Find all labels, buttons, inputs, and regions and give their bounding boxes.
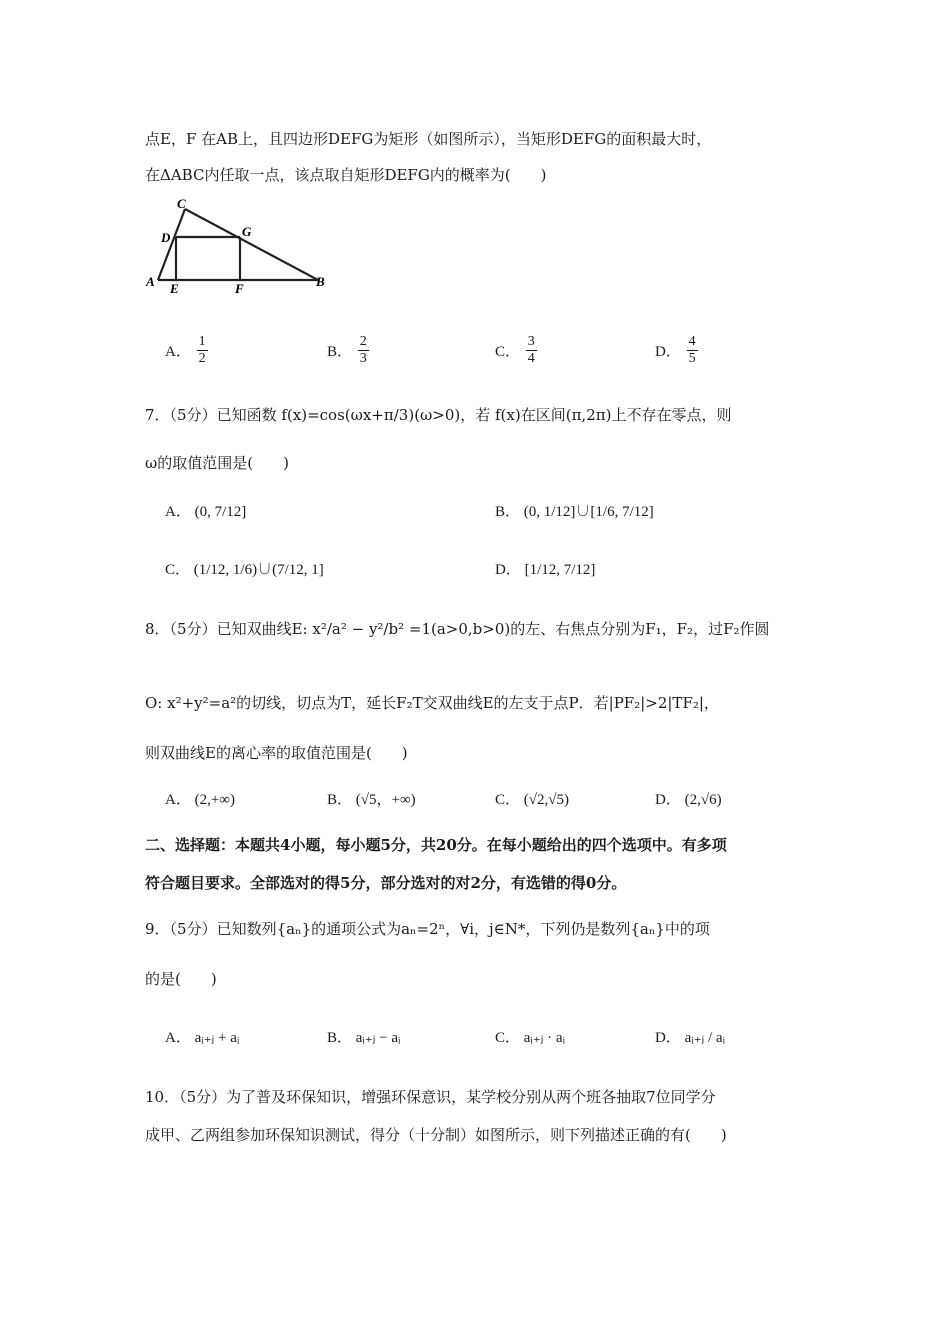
option-letter: C． — [495, 792, 521, 808]
q7-option-b[interactable] — [495, 500, 654, 521]
q9-option-b[interactable] — [327, 1026, 401, 1047]
option-letter: B． — [327, 792, 353, 808]
option-letter: D． — [655, 1030, 681, 1046]
segment-cb — [185, 209, 318, 280]
option-text: aᵢ₊ⱼ · aᵢ — [523, 1030, 566, 1046]
label-e: E — [170, 281, 179, 296]
q8-option-a[interactable] — [165, 788, 235, 809]
option-text: aᵢ₊ⱼ − aᵢ — [355, 1030, 401, 1046]
triangle-figure — [140, 196, 340, 296]
q10-line-2: 成甲、乙两组参加环保知识测试，得分（十分制）如图所示，则下列描述正确的有( ) — [145, 1126, 727, 1144]
option-letter: D． — [655, 792, 681, 808]
q7-line-1: 7．（5分）已知函数 f(x)=cos(ωx+π/3)(ω>0)，若 f(x)在区间(π,2π)上不存在零点，则 — [145, 406, 732, 424]
label-b: B — [316, 274, 325, 289]
option-text: (√2,√5) — [523, 792, 569, 808]
denominator: 2 — [198, 351, 206, 366]
q6-option-a[interactable] — [165, 334, 210, 367]
q9-line-1: 9．（5分）已知数列{aₙ}的通项公式为aₙ=2ⁿ，∀i，j∈N*，下列仍是数列{aₙ}中的项 — [145, 920, 710, 938]
option-letter: A． — [165, 792, 191, 808]
denominator: 3 — [359, 351, 367, 366]
q8-line-3: 则双曲线E的离心率的取值范围是( ) — [145, 744, 408, 762]
option-letter: C． — [495, 1030, 521, 1046]
denominator: 5 — [688, 351, 696, 366]
option-letter: D． — [655, 344, 681, 360]
q6-option-d[interactable] — [655, 334, 700, 367]
q6-line-2: 在ΔABC内任取一点，该点取自矩形DEFG内的概率为( ) — [145, 166, 547, 184]
q8-option-d[interactable] — [655, 788, 722, 809]
q6-option-c[interactable] — [495, 334, 539, 367]
q7-option-d[interactable] — [495, 558, 595, 579]
option-text: (0, 7/12] — [194, 504, 247, 520]
denominator: 4 — [527, 351, 535, 366]
numerator: 3 — [527, 334, 535, 349]
option-text: aᵢ₊ⱼ / aᵢ — [684, 1030, 726, 1046]
label-c: C — [177, 196, 186, 211]
option-text: (2,√6) — [684, 792, 722, 808]
option-text: (2,+∞) — [194, 792, 235, 808]
label-f: F — [235, 281, 244, 296]
option-letter: A． — [165, 1030, 191, 1046]
option-letter: C． — [165, 562, 191, 578]
q9-option-c[interactable] — [495, 1026, 565, 1047]
q7-option-c[interactable] — [165, 558, 324, 579]
q8-line-1: 8．（5分）已知双曲线E: x²/a² − y²/b² =1(a>0,b>0)的左、右焦点分别为F₁，F₂，过F₂作圆 — [145, 620, 770, 638]
option-text: (1/12, 1/6)∪(7/12, 1] — [193, 562, 324, 578]
label-d: D — [161, 230, 171, 245]
q10-line-1: 10．（5分）为了普及环保知识，增强环保意识，某学校分别从两个班各抽取7位同学分 — [145, 1088, 716, 1106]
q8-line-2: O: x²+y²=a²的切线，切点为T，延长F₂T交双曲线E的左支于点P．若|PF₂|>2|TF₂|， — [145, 694, 719, 712]
option-letter: A． — [165, 344, 191, 360]
q9-line-2: 的是( ) — [145, 970, 217, 988]
q9-option-a[interactable] — [165, 1026, 239, 1047]
q8-option-b[interactable] — [327, 788, 416, 809]
label-a: A — [146, 274, 155, 289]
section-2-heading-line-2: 符合题目要求。全部选对的得5分，部分选对的对2分，有选错的得0分。 — [145, 874, 627, 892]
option-letter: B． — [495, 504, 521, 520]
section-2-heading-line-1: 二、选择题：本题共4小题，每小题5分，共20分。在每小题给出的四个选项中。有多项 — [145, 836, 727, 854]
numerator: 2 — [359, 334, 367, 349]
option-letter: D． — [495, 562, 521, 578]
option-letter: C． — [495, 344, 521, 360]
q7-option-a[interactable] — [165, 500, 246, 521]
q6-line-1: 点E，F 在AB上，且四边形DEFG为矩形（如图所示），当矩形DEFG的面积最大时， — [145, 130, 712, 148]
q9-option-d[interactable] — [655, 1026, 725, 1047]
option-text: (√5，+∞) — [355, 792, 416, 808]
q8-option-c[interactable] — [495, 788, 569, 809]
option-letter: B． — [327, 1030, 353, 1046]
option-text: [1/12, 7/12] — [524, 562, 596, 578]
option-text: aᵢ₊ⱼ + aᵢ — [194, 1030, 240, 1046]
option-letter: B． — [327, 344, 353, 360]
q7-line-2: ω的取值范围是( ) — [145, 454, 289, 472]
label-g: G — [242, 224, 252, 239]
option-letter: A． — [165, 504, 191, 520]
numerator: 4 — [688, 334, 696, 349]
numerator: 1 — [198, 334, 206, 349]
q6-option-b[interactable] — [327, 334, 371, 367]
option-text: (0, 1/12]∪[1/6, 7/12] — [523, 504, 654, 520]
